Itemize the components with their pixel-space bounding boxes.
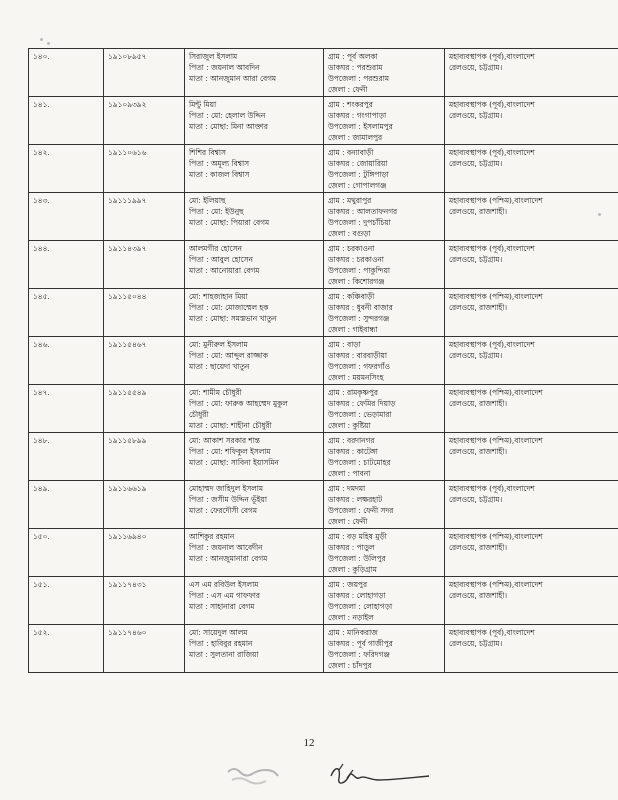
serial-number-sl: ১৪০.	[33, 52, 50, 61]
posting-post2: রেলওয়ে, রাজশাহী।	[449, 207, 508, 216]
posting-post2: রেলওয়ে, রাজশাহী।	[449, 447, 508, 456]
posting-cell	[445, 625, 618, 673]
serial-number-cell	[29, 337, 104, 385]
address-cell	[324, 481, 445, 529]
roll-number-cell	[104, 481, 185, 529]
address-cell	[324, 385, 445, 433]
address-village: গ্রাম : শংকরপুর	[328, 100, 373, 109]
roll-number-id: ১৯১১৭৪৩১	[108, 580, 147, 589]
table-row	[29, 289, 618, 337]
name-mother: মাতা : সাহানারা বেগম	[189, 602, 255, 611]
address-cell	[324, 193, 445, 241]
serial-number-sl: ১৫১.	[33, 580, 50, 589]
address-village: গ্রাম : বরদানগর	[328, 436, 375, 445]
address-district: জেলা : চাঁদপুর	[328, 661, 372, 670]
name-cell	[185, 49, 324, 97]
serial-number-sl: ১৪৫.	[33, 292, 50, 301]
posting-post2: রেলওয়ে, রাজশাহী।	[449, 399, 508, 408]
roll-number-cell	[104, 529, 185, 577]
name-name: সিরাজুল ইসলাম	[189, 52, 238, 61]
posting-cell	[445, 529, 618, 577]
name-father: পিতা : মো: ফারুক আহম্মেদ মুকুল	[189, 399, 288, 408]
name-cell	[185, 289, 324, 337]
address-district: জেলা : ফেনী	[328, 85, 368, 94]
serial-number-cell	[29, 625, 104, 673]
address-po: ডাকঘর : লোহাগড়া	[328, 591, 386, 600]
address-upazila: উপজেলা : ফরিদগঞ্জ	[328, 650, 390, 659]
name-father: পিতা : হাবিবুর রহমান	[189, 639, 253, 648]
serial-number-sl: ১৫২.	[33, 628, 50, 637]
posting-post2: রেলওয়ে, রাজশাহী।	[449, 543, 508, 552]
address-po: ডাকঘর : পরশুরাম	[328, 63, 383, 72]
name-name: এস এম রবিউল ইসলাম	[189, 580, 259, 589]
roll-number-cell	[104, 145, 185, 193]
roll-number-id: ১৯১১০৬১৬	[108, 148, 147, 157]
serial-number-sl: ১৪৪.	[33, 244, 50, 253]
name-cell	[185, 97, 324, 145]
name-mother: মাতা : মোছা: মিনা আক্তার	[189, 122, 268, 131]
posting-post2: রেলওয়ে, চট্টগ্রাম।	[449, 159, 503, 168]
posting-post2: রেলওয়ে, রাজশাহী।	[449, 303, 508, 312]
serial-number-cell	[29, 529, 104, 577]
address-po: ডাকঘর : আলতাফনগর	[328, 207, 398, 216]
table-row	[29, 193, 618, 241]
address-village: গ্রাম : মথুরাপুর	[328, 196, 372, 205]
address-village: গ্রাম : চরকাওনা	[328, 244, 375, 253]
table-row	[29, 433, 618, 481]
serial-number-cell	[29, 577, 104, 625]
serial-number-sl: ১৪৭.	[33, 388, 50, 397]
address-upazila: উপজেলা : দুপচাঁচিয়া	[328, 218, 391, 227]
table-row	[29, 577, 618, 625]
address-cell	[324, 337, 445, 385]
serial-number-cell	[29, 145, 104, 193]
name-mother: মাতা : আনজুমান আরা বেগম	[189, 74, 277, 83]
address-upazila: উপজেলা : পাকুন্দিয়া	[328, 266, 391, 275]
table-row	[29, 385, 618, 433]
posting-cell	[445, 97, 618, 145]
name-father: পিতা : মো: আব্দুল রাজ্জাক	[189, 351, 269, 360]
table-row	[29, 145, 618, 193]
name-cell	[185, 193, 324, 241]
serial-number-sl: ১৪২.	[33, 148, 50, 157]
name-name: মো: শামীম চৌধুরী	[189, 388, 242, 397]
posting-post1: মহাব্যবস্থাপক (পূর্ব),বাংলাদেশ	[449, 52, 535, 61]
name-cell	[185, 145, 324, 193]
page-number: 12	[303, 737, 315, 749]
address-po: ডাকঘর : ফেমির দিয়াড়	[328, 399, 396, 408]
name-name: মো: শাহজাহান মিয়া	[189, 292, 248, 301]
address-upazila: উপজেলা : ইসলামপুর	[328, 122, 393, 131]
posting-cell	[445, 481, 618, 529]
roll-number-cell	[104, 433, 185, 481]
address-district: জেলা : বগুড়া	[328, 229, 371, 238]
posting-cell	[445, 433, 618, 481]
address-po: ডাকঘর : চরকাওনা	[328, 255, 384, 264]
name-father: পিতা : আবুল হোসেন	[189, 255, 253, 264]
candidate-table	[28, 48, 618, 673]
roll-number-id: ১৯১১৫৮৯৯	[108, 436, 147, 445]
address-cell	[324, 49, 445, 97]
name-cell	[185, 433, 324, 481]
name-mother: মাতা : ছায়েদা খাতুন	[189, 362, 250, 371]
roll-number-id: ১৯১১৪৩৯৭	[108, 244, 147, 253]
posting-post2: রেলওয়ে, চট্টগ্রাম।	[449, 63, 503, 72]
serial-number-cell	[29, 241, 104, 289]
posting-post1: মহাব্যবস্থাপক (পূর্ব),বাংলাদেশ	[449, 148, 535, 157]
name-father: পিতা : মো: হেলাল উদ্দিন	[189, 111, 266, 120]
address-upazila: উপজেলা : টুঙ্গিপাড়া	[328, 170, 389, 179]
serial-number-cell	[29, 481, 104, 529]
name-mother: মাতা : কাজল বিশ্বাস	[189, 170, 250, 179]
roll-number-cell	[104, 241, 185, 289]
signature	[325, 760, 435, 790]
name-mother: মাতা : মোছা: সমস্তভান খাতুন	[189, 314, 277, 323]
name-mother: মাতা : মোছা: সাবিনা ইয়াসমিন	[189, 458, 279, 467]
address-district: জেলা : নড়াইল	[328, 613, 374, 622]
table-row	[29, 97, 618, 145]
address-village: গ্রাম : বাড়া	[328, 340, 361, 349]
address-po: ডাকঘর : পাড়ুল	[328, 543, 375, 552]
address-village: গ্রাম : পূর্ব অলকা	[328, 52, 378, 61]
address-po: ডাকঘর : ধুবনী বাজার	[328, 303, 393, 312]
name-father: পিতা : জয়নাল আবেদীন	[189, 543, 263, 552]
name-father: পিতা : এস এম গাফফার	[189, 591, 260, 600]
roll-number-cell	[104, 577, 185, 625]
address-district: জেলা : কুড়িগ্রাম	[328, 565, 377, 574]
serial-number-cell	[29, 433, 104, 481]
name-cell	[185, 529, 324, 577]
name-name: মিন্টু মিয়া	[189, 100, 217, 109]
address-village: গ্রাম : রামকৃষ্ণপুর	[328, 388, 378, 397]
name-name: মো: মুনীরুল ইসলাম	[189, 340, 248, 349]
address-village: গ্রাম : দমদমা	[328, 484, 366, 493]
name-name: আলমগীর হোসেন	[189, 244, 242, 253]
posting-post1: মহাব্যবস্থাপক (পূর্ব),বাংলাদেশ	[449, 628, 535, 637]
roll-number-cell	[104, 337, 185, 385]
roll-number-cell	[104, 97, 185, 145]
serial-number-sl: ১৪৮.	[33, 436, 50, 445]
posting-post2: রেলওয়ে, রাজশাহী।	[449, 591, 508, 600]
posting-post1: মহাব্যবস্থাপক (পশ্চিম),বাংলাদেশ	[449, 292, 543, 301]
address-district: জেলা : গোপালগঞ্জ	[328, 181, 387, 190]
address-village: গ্রাম : জয়পুর	[328, 580, 368, 589]
address-district: জেলা : ময়মনসিংহ	[328, 373, 384, 382]
name-father: পিতা : মো: শফিকুল ইসলাম	[189, 447, 271, 456]
posting-post1: মহাব্যবস্থাপক (পশ্চিম),বাংলাদেশ	[449, 580, 543, 589]
address-upazila: উপজেলা : গফরগাঁও	[328, 362, 390, 371]
roll-number-id: ১৯১১৭৪৬০	[108, 628, 147, 637]
roll-number-id: ১৯১১৫৫৪৯	[108, 388, 147, 397]
name-name: আশিকুর রহমান	[189, 532, 235, 541]
name-father: পিতা : জসীম উদ্দিন ভূঁইয়া	[189, 495, 268, 504]
name-mother: মাতা : আনজুমানারা বেগম	[189, 554, 268, 563]
serial-number-cell	[29, 289, 104, 337]
posting-post2: রেলওয়ে, চট্টগ্রাম।	[449, 495, 503, 504]
posting-post1: মহাব্যবস্থাপক (পশ্চিম),বাংলাদেশ	[449, 436, 543, 445]
posting-cell	[445, 49, 618, 97]
address-cell	[324, 625, 445, 673]
address-cell	[324, 577, 445, 625]
address-cell	[324, 289, 445, 337]
posting-post1: মহাব্যবস্থাপক (পূর্ব),বাংলাদেশ	[449, 244, 535, 253]
posting-post1: মহাব্যবস্থাপক (পূর্ব),বাংলাদেশ	[449, 340, 535, 349]
roll-number-id: ১৯১১৬৯৪০	[108, 532, 147, 541]
serial-number-cell	[29, 385, 104, 433]
name-name: শিশির বিশ্বাস	[189, 148, 226, 157]
address-cell	[324, 241, 445, 289]
serial-number-cell	[29, 49, 104, 97]
serial-number-sl: ১৫০.	[33, 532, 50, 541]
posting-cell	[445, 337, 618, 385]
serial-number-sl: ১৪১.	[33, 100, 50, 109]
name-mother: মাতা : সুলতানা রাজিয়া	[189, 650, 259, 659]
name-cell	[185, 577, 324, 625]
posting-cell	[445, 145, 618, 193]
posting-post1: মহাব্যবস্থাপক (পূর্ব),বাংলাদেশ	[449, 484, 535, 493]
serial-number-sl: ১৪৩.	[33, 196, 50, 205]
table-row	[29, 337, 618, 385]
posting-post1: মহাব্যবস্থাপক (পশ্চিম),বাংলাদেশ	[449, 196, 543, 205]
posting-cell	[445, 241, 618, 289]
posting-cell	[445, 193, 618, 241]
name-mother: মাতা : আনোয়ারা বেগম	[189, 266, 260, 275]
address-village: গ্রাম : বন্যাবাড়ী	[328, 148, 374, 157]
address-upazila: উপজেলা : লোহাগড়া	[328, 602, 393, 611]
address-upazila: উপজেলা : সুন্দরগঞ্জ	[328, 314, 390, 323]
roll-number-cell	[104, 625, 185, 673]
posting-post1: মহাব্যবস্থাপক (পূর্ব),বাংলাদেশ	[449, 100, 535, 109]
name-cell	[185, 625, 324, 673]
posting-post1: মহাব্যবস্থাপক (পশ্চিম),বাংলাদেশ	[449, 388, 543, 397]
name-cell	[185, 385, 324, 433]
posting-post2: রেলওয়ে, চট্টগ্রাম।	[449, 639, 503, 648]
roll-number-id: ১৯১০৯৩৯২	[108, 100, 147, 109]
roll-number-id: ১৯১০৮৯৫৭	[108, 52, 147, 61]
address-cell	[324, 529, 445, 577]
name-father: পিতা : মো: মোজাম্মেল হক	[189, 303, 269, 312]
posting-post1: মহাব্যবস্থাপক (পশ্চিম),বাংলাদেশ	[449, 532, 543, 541]
address-po: ডাকঘর : বারবাড়ীয়া	[328, 351, 388, 360]
address-upazila: উপজেলা : ভেড়ামারা	[328, 410, 392, 419]
roll-number-id: ১৯১১৫০৪৪	[108, 292, 147, 301]
address-upazila: উপজেলা : উলিপুর	[328, 554, 386, 563]
table-row	[29, 529, 618, 577]
name-mother: মাতা : ফেরদৌসী বেগম	[189, 506, 257, 515]
table-row	[29, 481, 618, 529]
roll-number-id: ১৯১১১৯৯৭	[108, 196, 147, 205]
address-po: ডাকঘর : পূর্ব গাজীপুর	[328, 639, 393, 648]
candidate-table-body	[29, 49, 618, 673]
address-district: জেলা : কিশোরগঞ্জ	[328, 277, 385, 286]
scan-speck	[47, 42, 50, 45]
roll-number-id: ১৯১১৬৬১৯	[108, 484, 147, 493]
address-cell	[324, 145, 445, 193]
serial-number-cell	[29, 193, 104, 241]
name-father: পিতা : জয়নাল আবদিন	[189, 63, 260, 72]
address-district: জেলা : কুষ্টিয়া	[328, 421, 371, 430]
name-name: মো: আকাশ সরকার শান্ত	[189, 436, 261, 445]
address-upazila: উপজেলা : ফেনী সদর	[328, 506, 394, 515]
name-father: পিতা : অমূল্য বিশ্বাস	[189, 159, 249, 168]
address-po: ডাকঘর : গংগাপাড়া	[328, 111, 387, 120]
roll-number-id: ১৯১১৫৪৬৭	[108, 340, 147, 349]
table-row	[29, 241, 618, 289]
serial-number-cell	[29, 97, 104, 145]
name-cell	[185, 241, 324, 289]
address-po: ডাকঘর : জোয়ারিয়া	[328, 159, 388, 168]
address-district: জেলা : ফেনী	[328, 517, 368, 526]
address-upazila: উপজেলা : পরশুরাম	[328, 74, 389, 83]
name-father: পিতা : মো: ইউনুছ	[189, 207, 244, 216]
address-district: জেলা : জামালপুর	[328, 133, 383, 142]
posting-cell	[445, 385, 618, 433]
posting-post2: রেলওয়ে, চট্টগ্রাম।	[449, 255, 503, 264]
name-mother: মাতা : মোছা: শাহীনা চৌধুরী	[189, 421, 272, 430]
address-cell	[324, 97, 445, 145]
name-cell	[185, 481, 324, 529]
name-name: মো: ইলিয়াছ	[189, 196, 226, 205]
address-village: গ্রাম : কঞ্চিবাড়ী	[328, 292, 375, 301]
address-upazila: উপজেলা : চাটমোহর	[328, 458, 391, 467]
address-village: গ্রাম : বড় মহিষ মুড়ী	[328, 532, 387, 541]
name-father2: চৌধুরী	[189, 410, 209, 419]
name-cell	[185, 337, 324, 385]
name-name: মো: সায়েদুল আলম	[189, 628, 248, 637]
scan-speck	[40, 38, 43, 41]
address-village: গ্রাম : মানিকরাজ	[328, 628, 378, 637]
table-row	[29, 625, 618, 673]
roll-number-cell	[104, 49, 185, 97]
serial-number-sl: ১৪৯.	[33, 484, 50, 493]
address-district: জেলা : পাবনা	[328, 469, 371, 478]
posting-cell	[445, 289, 618, 337]
address-district: জেলা : গাইবান্ধা	[328, 325, 378, 334]
scan-smudge	[224, 762, 282, 788]
name-name: মোহাম্মদ জাহিদুল ইসলাম	[189, 484, 263, 493]
address-po: ডাকঘর : কাটেঙ্গা	[328, 447, 378, 456]
address-cell	[324, 433, 445, 481]
posting-cell	[445, 577, 618, 625]
roll-number-cell	[104, 289, 185, 337]
serial-number-sl: ১৪৬.	[33, 340, 50, 349]
table-row	[29, 49, 618, 97]
address-po: ডাকঘর : লক্ষরহাট	[328, 495, 383, 504]
posting-post2: রেলওয়ে, চট্টগ্রাম।	[449, 111, 503, 120]
name-mother: মাতা : মোছা: পিয়ারা বেগম	[189, 218, 270, 227]
posting-post2: রেলওয়ে, চট্টগ্রাম।	[449, 351, 503, 360]
roll-number-cell	[104, 385, 185, 433]
roll-number-cell	[104, 193, 185, 241]
